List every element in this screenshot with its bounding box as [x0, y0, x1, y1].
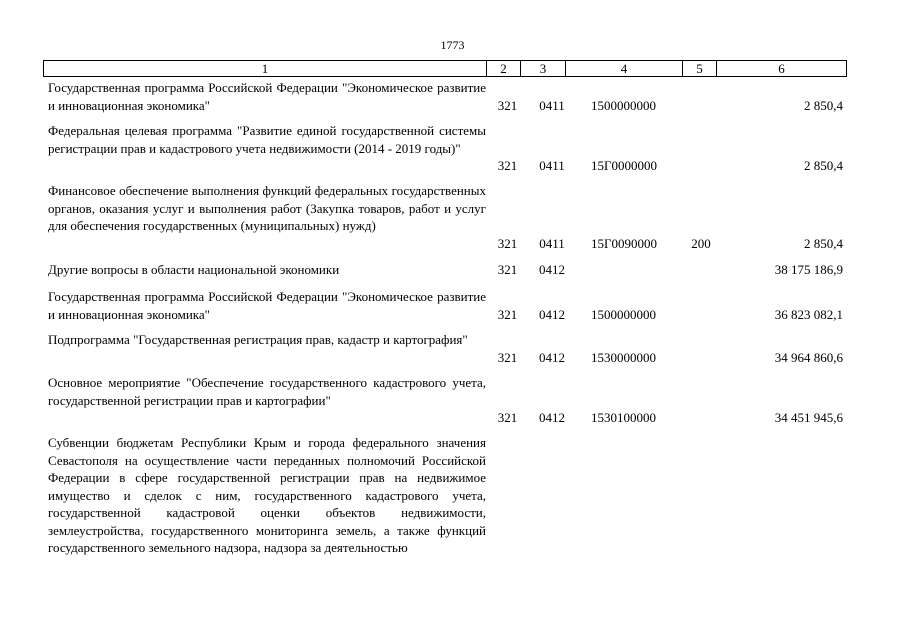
row-description: Финансовое обеспечение выполнения функций федеральных государственных органов, оказания услуг и выполнения работ (Закупка товаров, работ и услуг для обеспечения государственных (муниципальных) нужд): [48, 183, 486, 233]
row-ministry-code: 321: [497, 349, 518, 365]
row-target-code: 15Г0090000: [591, 235, 658, 251]
row-description: Другие вопросы в области национальной экономики: [48, 262, 340, 277]
row-target-code: 1500000000: [591, 97, 656, 113]
column-header-2: 2: [487, 61, 521, 77]
row-ministry-code: 321: [497, 235, 518, 251]
row-ministry-code: 321: [497, 306, 518, 322]
row-ministry-code: 321: [497, 97, 518, 113]
column-header-4: 4: [566, 61, 683, 77]
row-amount: 38 175 186,9: [774, 262, 843, 277]
row-target-code: 1530000000: [591, 349, 656, 365]
row-ministry-code: 321: [497, 262, 518, 277]
row-description: Государственная программа Российской Федерации "Экономическое развитие и инновационная экономика": [48, 289, 486, 322]
row-section-code: 0411: [539, 97, 565, 113]
row-description: Федеральная целевая программа "Развитие единой государственной системы регистрации прав и кадастрового учета недвижимости (2014 - 2019 годы)": [48, 123, 486, 156]
column-header-row: [43, 60, 847, 77]
row-target-code: 1500000000: [591, 306, 656, 322]
row-amount: 2 850,4: [804, 235, 843, 251]
row-description: Субвенции бюджетам Республики Крым и города федерального значения Севастополя на осуществление части переданных полномочий Российской Федерации в сфере государственной регистрации прав на недвижимое имущество и сделок с ним, государственного кадастрового учета, государственной кадастровой оценки объектов недвижимости, землеустройства, государственного мониторинга земель, а также функций государственного земельного надзора, надзора за деятельностью: [48, 435, 486, 555]
column-header-1: 1: [44, 61, 487, 77]
row-description: Основное мероприятие "Обеспечение государственного кадастрового учета, государственной регистрации прав и картографии": [48, 375, 486, 408]
row-section-code: 0411: [539, 235, 565, 251]
row-description: Подпрограмма "Государственная регистрация прав, кадастр и картография": [48, 332, 468, 347]
row-amount: 36 823 082,1: [774, 306, 843, 322]
row-description: Государственная программа Российской Федерации "Экономическое развитие и инновационная экономика": [48, 80, 486, 113]
column-header-5: 5: [683, 61, 717, 77]
row-section-code: 0411: [539, 158, 565, 173]
row-section-code: 0412: [539, 306, 565, 322]
row-ministry-code: 321: [497, 410, 518, 425]
row-section-code: 0412: [539, 410, 565, 425]
row-amount: 2 850,4: [804, 158, 843, 173]
page-number: 1773: [440, 38, 465, 52]
row-amount: 2 850,4: [804, 97, 843, 113]
row-target-code: 15Г0000000: [591, 158, 658, 173]
row-section-code: 0412: [539, 349, 565, 365]
column-header-6: 6: [717, 61, 847, 77]
row-target-code: 1530100000: [591, 410, 656, 425]
row-ministry-code: 321: [497, 158, 518, 173]
row-expense-type: 200: [691, 235, 711, 251]
row-amount: 34 964 860,6: [774, 349, 843, 365]
row-amount: 34 451 945,6: [774, 410, 843, 425]
row-section-code: 0412: [539, 262, 565, 277]
column-header-3: 3: [521, 61, 566, 77]
